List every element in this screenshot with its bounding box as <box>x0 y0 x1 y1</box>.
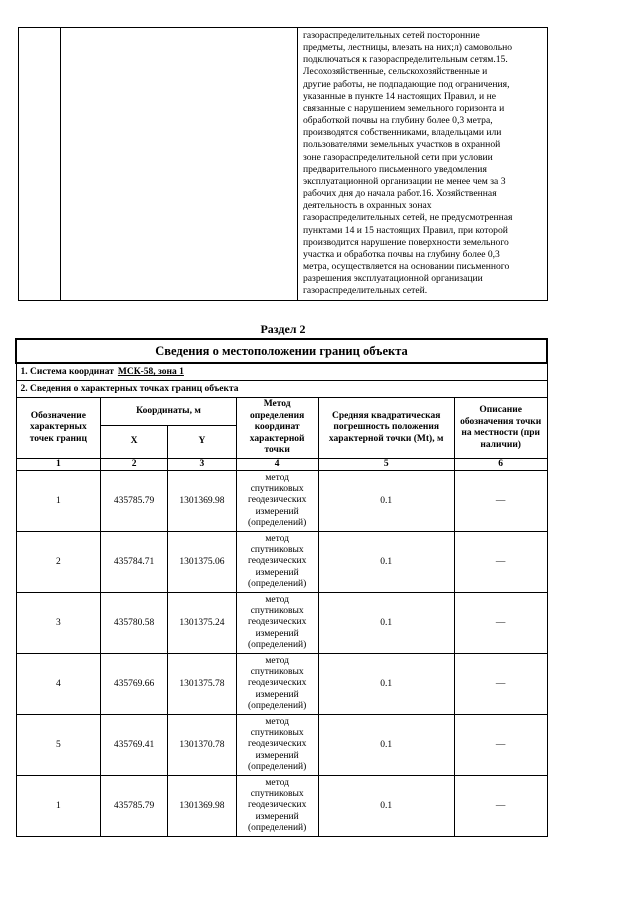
header-method: Метод определения координат характерной точки <box>236 398 318 459</box>
x-cell: 435785.79 <box>101 471 168 532</box>
header-x: X <box>101 426 168 459</box>
text-line: указанные в пункте 14 настоящих Правил, и не <box>303 90 496 102</box>
error-cell: 0.1 <box>318 776 454 837</box>
method-cell <box>236 715 318 776</box>
point-cell: 3 <box>16 593 101 654</box>
y-cell: 1301375.24 <box>167 593 236 654</box>
col-number: 4 <box>236 459 318 471</box>
point-cell: 1 <box>16 471 101 532</box>
method-line: (определений) <box>248 517 307 528</box>
text-line: пунктами 14 и 15 настоящих Правил, при которой <box>303 224 508 236</box>
point-cell: 4 <box>16 654 101 715</box>
point-cell: 2 <box>16 532 101 593</box>
y-cell: 1301370.78 <box>167 715 236 776</box>
text-line: другие работы, не подпадающие под ограничения, <box>303 78 510 90</box>
method-line: метод <box>265 777 289 788</box>
header-coords: Координаты, м <box>101 398 237 426</box>
coord-value: МСК-58, зона 1 <box>117 367 184 377</box>
header-designation: Обозначение характерных точек границ <box>16 398 101 459</box>
text-line: газораспределительных сетей, не предусмотренная <box>303 212 513 224</box>
coord-label: 1. Система координат <box>20 367 114 377</box>
text-line: эксплуатационной организации не менее чем за 3 <box>303 175 506 187</box>
table-row <box>16 471 547 532</box>
method-line: (определений) <box>248 578 307 589</box>
empty-cell-1 <box>19 28 61 301</box>
col-number: 2 <box>101 459 168 471</box>
header-y: Y <box>167 426 236 459</box>
method-line: измерений <box>255 567 299 578</box>
y-cell: 1301369.98 <box>167 471 236 532</box>
table-row <box>16 654 547 715</box>
error-cell: 0.1 <box>318 532 454 593</box>
text-line: Лесохозяйственные, сельскохозяйственные и <box>303 66 488 78</box>
table-row <box>16 776 547 837</box>
table-row <box>16 715 547 776</box>
method-line: спутниковых <box>250 545 304 556</box>
col-number: 5 <box>318 459 454 471</box>
method-cell <box>236 593 318 654</box>
method-line: метод <box>265 533 289 544</box>
table-row <box>16 593 547 654</box>
method-cell <box>236 654 318 715</box>
y-cell: 1301375.78 <box>167 654 236 715</box>
restrictions-text <box>298 28 548 301</box>
text-line: производятся собственниками, владельцами или <box>303 127 502 139</box>
method-line: (определений) <box>248 761 307 772</box>
x-cell: 435769.41 <box>101 715 168 776</box>
text-line: связанные с нарушением земельного горизонта и <box>303 102 505 114</box>
method-line: спутниковых <box>250 606 304 617</box>
description-cell: — <box>454 715 547 776</box>
method-line: (определений) <box>248 822 307 833</box>
text-line: пользователями земельных участков в охранной <box>303 139 501 151</box>
col-number: 1 <box>16 459 101 471</box>
method-line: метод <box>265 655 289 666</box>
text-line: рабочих дня до начала работ.16. Хозяйственная <box>303 188 497 200</box>
description-cell: — <box>454 776 547 837</box>
method-line: измерений <box>255 506 299 517</box>
y-cell: 1301369.98 <box>167 776 236 837</box>
description-cell: — <box>454 654 547 715</box>
text-line: газораспределительных сетей. <box>303 285 428 297</box>
text-line: предварительного письменного уведомления <box>303 163 487 175</box>
text-line: производится нарушение поверхности земельного <box>303 236 509 248</box>
point-cell: 1 <box>16 776 101 837</box>
method-cell <box>236 776 318 837</box>
empty-cell-2 <box>61 28 298 301</box>
error-cell: 0.1 <box>318 715 454 776</box>
y-cell: 1301375.06 <box>167 532 236 593</box>
method-line: геодезических <box>247 617 307 628</box>
x-cell: 435780.58 <box>101 593 168 654</box>
table-title: Сведения о местоположении границ объекта <box>16 339 547 363</box>
method-line: измерений <box>255 811 299 822</box>
col-number: 3 <box>167 459 236 471</box>
boundary-points-table <box>15 338 548 837</box>
method-line: метод <box>265 716 289 727</box>
method-line: спутниковых <box>250 484 304 495</box>
method-cell <box>236 532 318 593</box>
table-row <box>16 532 547 593</box>
method-line: геодезических <box>247 800 307 811</box>
text-line: участка и обработка почвы на глубину более 0,3 <box>303 248 500 260</box>
description-cell: — <box>454 471 547 532</box>
text-line: подключаться к газораспределительным сетям.15. <box>303 54 508 66</box>
coordinate-system <box>16 363 547 381</box>
text-line: разрешения эксплуатационной организации <box>303 273 483 285</box>
col-number: 6 <box>454 459 547 471</box>
method-line: (определений) <box>248 639 307 650</box>
x-cell: 435769.66 <box>101 654 168 715</box>
text-line: зоне газораспределительной сети при условии <box>303 151 493 163</box>
section-title: Раздел 2 <box>260 322 306 336</box>
text-line: деятельность в охранных зонах <box>303 200 432 212</box>
method-line: геодезических <box>247 556 307 567</box>
error-cell: 0.1 <box>318 593 454 654</box>
method-line: геодезических <box>247 678 307 689</box>
method-line: метод <box>265 472 289 483</box>
error-cell: 0.1 <box>318 471 454 532</box>
method-line: измерений <box>255 628 299 639</box>
method-line: измерений <box>255 750 299 761</box>
restrictions-table <box>18 27 548 301</box>
point-cell: 5 <box>16 715 101 776</box>
error-cell: 0.1 <box>318 654 454 715</box>
points-label: 2. Сведения о характерных точках границ объекта <box>16 381 547 398</box>
text-line: метра, осуществляется на основании письменного <box>303 260 510 272</box>
text-line: газораспределительных сетей посторонние <box>303 30 480 41</box>
header-error: Средняя квадратическая погрешность положения характерной точки (Mt), м <box>318 398 454 459</box>
method-cell <box>236 471 318 532</box>
description-cell: — <box>454 532 547 593</box>
header-description: Описание обозначения точки на местности (при наличии) <box>454 398 547 459</box>
method-line: метод <box>265 594 289 605</box>
method-line: (определений) <box>248 700 307 711</box>
method-line: измерений <box>255 689 299 700</box>
method-line: геодезических <box>247 739 307 750</box>
x-cell: 435785.79 <box>101 776 168 837</box>
method-line: спутниковых <box>250 667 304 678</box>
method-line: геодезических <box>247 495 307 506</box>
text-line: обработкой почвы на глубину более 0,3 метра, <box>303 115 493 127</box>
text-line: предметы, лестницы, влезать на них;л) самовольно <box>303 42 513 54</box>
method-line: спутниковых <box>250 789 304 800</box>
x-cell: 435784.71 <box>101 532 168 593</box>
method-line: спутниковых <box>250 728 304 739</box>
description-cell: — <box>454 593 547 654</box>
